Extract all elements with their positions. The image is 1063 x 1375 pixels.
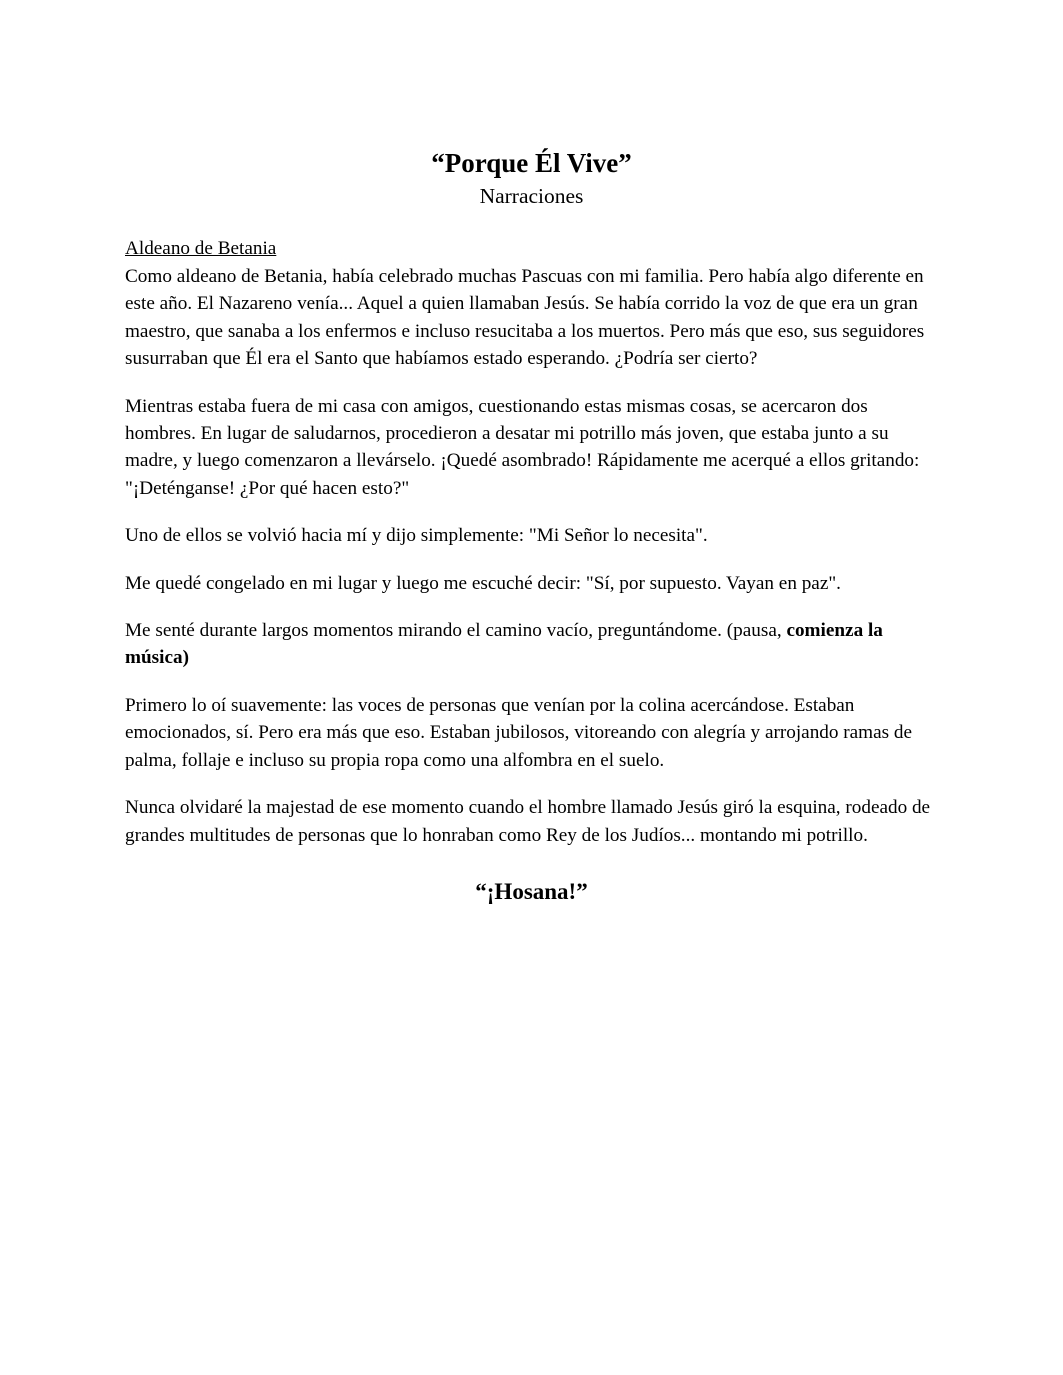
paragraph-7: Nunca olvidaré la majestad de ese momento cuando el hombre llamado Jesús giró la esquina, rodeado de grandes multitudes de personas que lo honraban como Rey de los Judíos... montando mi potrillo. <box>125 797 931 846</box>
stage-direction-music: comienza la música) <box>125 620 883 669</box>
closing-exclamation: “¡Hosana!” <box>475 878 588 904</box>
paragraph-5-text: Me senté durante largos momentos mirando el camino vacío, preguntándome. (pausa, <box>125 620 787 642</box>
paragraph-3: Uno de ellos se volvió hacia mí y dijo simplemente: "Mi Señor lo necesita". <box>125 525 708 547</box>
document-subtitle: Narraciones <box>479 184 584 208</box>
document-title: “Porque Él Vive” <box>431 148 632 178</box>
paragraph-6: Primero lo oí suavemente: las voces de personas que venían por la colina acercándose. Estaban emocionados, sí. Pero era más que eso. Estaban jubilosos, vitoreando con alegría y arrojando ramas de palma, follaje e incluso su propia ropa como una alfombra en el suelo. <box>125 694 912 771</box>
document-page <box>125 143 938 907</box>
section-heading: Aldeano de Betania <box>125 238 277 259</box>
paragraph-1: Como aldeano de Betania, había celebrado muchas Pascuas con mi familia. Pero había algo diferente en este año. El Nazareno venía... Aquel a quien llamaban Jesús. Se había corrido la voz de que era un gran maestro, que sanaba a los enfermos e incluso resucitaba a los muertos. Pero más que eso, sus seguidores susurraban que Él era el Santo que habíamos estado esperando. ¿Podría ser cierto? <box>125 266 925 370</box>
paragraph-4: Me quedé congelado en mi lugar y luego me escuché decir: "Sí, por supuesto. Vayan en paz". <box>125 572 841 594</box>
paragraph-2: Mientras estaba fuera de mi casa con amigos, cuestionando estas mismas cosas, se acercaron dos hombres. En lugar de saludarnos, procedieron a desatar mi potrillo más joven, que estaba junto a su madre, y luego comenzaron a llevárselo. ¡Quedé asombrado! Rápidamente me acerqué a ellos gritando: "¡Deténganse! ¿Por qué hacen esto?" <box>125 395 920 499</box>
paragraph-5 <box>125 617 938 672</box>
